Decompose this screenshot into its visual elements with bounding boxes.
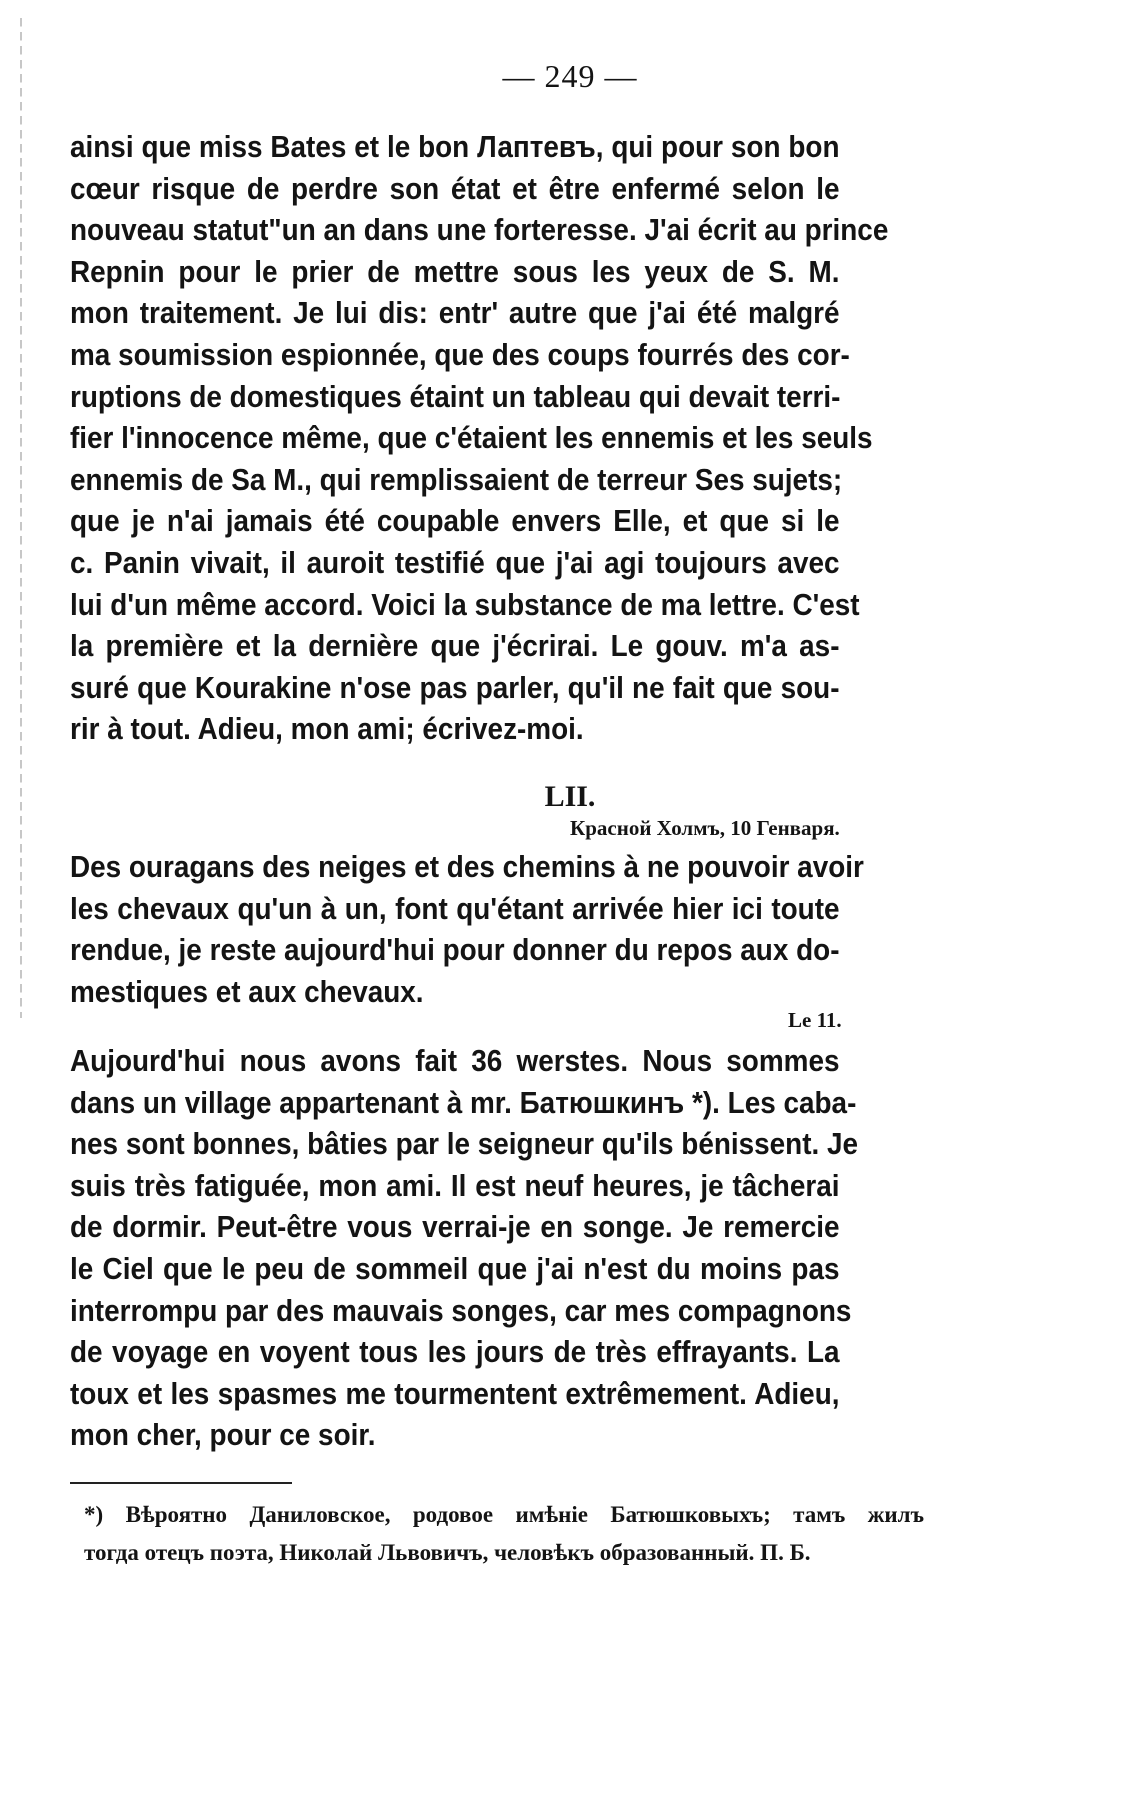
text-line: ruptions de domestiques étaint un tableau qui devait terri- bbox=[70, 378, 841, 414]
text-line: mestiques et aux chevaux. bbox=[70, 973, 424, 1009]
text-line: suré que Kourakine n'ose pas parler, qu'il ne fait que sou- bbox=[70, 669, 840, 705]
text-line: Aujourd'hui nous avons fait 36 werstes. Nous sommes bbox=[70, 1043, 840, 1078]
text-line: que je n'ai jamais été coupable envers Elle, et que si le bbox=[70, 503, 840, 539]
text-line: Repnin pour le prier de mettre sous les yeux de S. M. bbox=[70, 253, 840, 289]
paragraph-day-11 bbox=[70, 1040, 859, 1456]
text-line: dans un village appartenant à mr. Батюшкинъ *). Les caba- bbox=[70, 1084, 857, 1120]
text-line: le Ciel que le peu de sommeil que j'ai n'est du moins pas bbox=[70, 1250, 840, 1286]
text-line: les chevaux qu'un à un, font qu'étant arrivée hier ici toute bbox=[70, 890, 840, 926]
section-title: LII. bbox=[544, 780, 596, 813]
footnote-line: *) Вѣроятно Даниловское, родовое имѣніе Батюшковыхъ; тамъ жилъ bbox=[84, 1502, 924, 1527]
page-number: — 249 — bbox=[502, 58, 638, 94]
text-line: ennemis de Sa M., qui remplissaient de terreur Ses sujets; bbox=[70, 461, 843, 497]
text-line: de dormir. Peut-être vous verrai-je en songe. Je remercie bbox=[70, 1209, 840, 1245]
paragraph-letter-end bbox=[70, 126, 889, 750]
text-line: nes sont bonnes, bâties par le seigneur qu'ils bénissent. Je bbox=[70, 1126, 859, 1162]
text-line: Des ouragans des neiges et des chemins à ne pouvoir avoir bbox=[70, 849, 864, 884]
footnote-line: тогда отецъ поэта, Николай Львовичъ, человѣкъ образованный. П. Б. bbox=[84, 1540, 811, 1565]
text-line: rendue, je reste aujourd'hui pour donner du repos aux do- bbox=[70, 932, 840, 968]
place-date-heading: Красной Холмъ, 10 Генваря. bbox=[570, 816, 840, 840]
text-line: la première et la dernière que j'écrirai. Le gouv. m'a as- bbox=[70, 628, 840, 664]
text-line: ma soumission espionnée, que des coups fourrés des cor- bbox=[70, 336, 850, 372]
text-line: interrompu par des mauvais songes, car mes compagnons bbox=[70, 1292, 852, 1328]
footnote bbox=[84, 1496, 924, 1572]
footnote-divider bbox=[70, 1482, 292, 1484]
text-line: suis très fatiguée, mon ami. Il est neuf heures, je tâcherai bbox=[70, 1167, 840, 1203]
text-line: mon cher, pour ce soir. bbox=[70, 1417, 376, 1453]
text-line: rir à tout. Adieu, mon ami; écrivez-moi. bbox=[70, 711, 584, 747]
text-line: c. Panin vivait, il auroit testifié que j'ai agi toujours avec bbox=[70, 544, 840, 580]
text-line: mon traitement. Je lui dis: entr' autre que j'ai été malgré bbox=[70, 295, 840, 331]
text-line: de voyage en voyent tous les jours de très effrayants. La bbox=[70, 1334, 840, 1370]
text-line: lui d'un même accord. Voici la substance de ma lettre. C'est bbox=[70, 586, 860, 622]
date-note: Le 11. bbox=[788, 1008, 842, 1032]
page-edge-line bbox=[20, 18, 22, 1018]
text-line: toux et les spasmes me tourmentent extrêmement. Adieu, bbox=[70, 1375, 840, 1411]
text-line: fier l'innocence même, que c'étaient les ennemis et les seuls bbox=[70, 420, 873, 456]
paragraph-letter-52 bbox=[70, 846, 864, 1012]
text-line: nouveau statut"un an dans une forteresse. J'ai écrit au prince bbox=[70, 212, 889, 248]
text-line: cœur risque de perdre son état et être enfermé selon le bbox=[70, 170, 840, 206]
text-line: ainsi que miss Bates et le bon Лаптевъ, qui pour son bon bbox=[70, 129, 840, 164]
